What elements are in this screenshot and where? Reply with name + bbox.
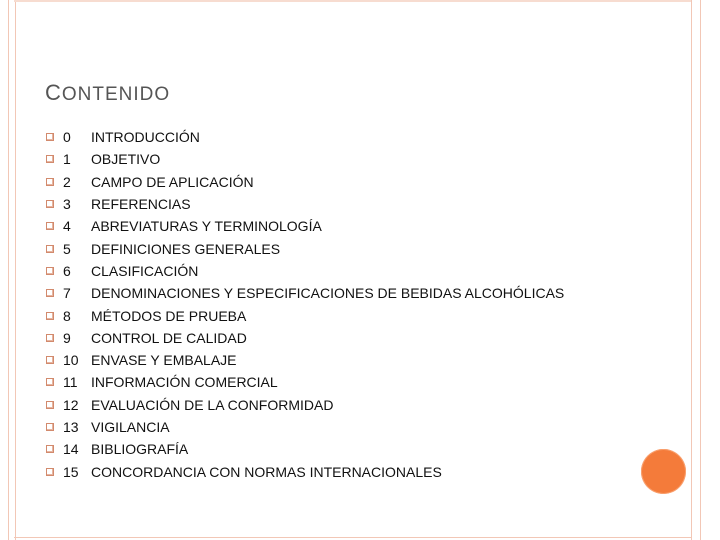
square-bullet-icon <box>46 155 54 163</box>
item-label: CLASIFICACIÓN <box>91 262 199 279</box>
item-label: CONTROL DE CALIDAD <box>91 329 247 346</box>
item-number: 15 <box>63 463 79 480</box>
square-bullet-icon <box>46 334 54 342</box>
square-bullet-icon <box>46 289 54 297</box>
contents-list-item <box>46 282 564 304</box>
item-number: 2 <box>63 173 71 190</box>
item-label: INTRODUCCIÓN <box>91 129 200 146</box>
item-label: DEFINICIONES GENERALES <box>91 240 281 257</box>
contents-list-item <box>46 460 564 482</box>
item-number: 13 <box>63 419 79 435</box>
item-number: 1 <box>63 151 71 168</box>
item-number: 12 <box>63 396 79 413</box>
contents-list-item <box>46 349 564 371</box>
contents-list <box>46 126 564 483</box>
item-number: 3 <box>63 196 71 213</box>
square-bullet-icon <box>46 356 54 364</box>
item-number: 6 <box>63 262 71 279</box>
item-label: DENOMINACIONES Y ESPECIFICACIONES DE BEBIDAS ALCOHÓLICAS <box>91 285 565 302</box>
square-bullet-icon <box>46 468 54 476</box>
item-number: 7 <box>63 285 71 302</box>
item-number: 14 <box>63 441 79 458</box>
item-label: VIGILANCIA <box>91 419 170 435</box>
square-bullet-icon <box>46 423 54 431</box>
square-bullet-icon <box>46 312 54 320</box>
item-label: MÉTODOS DE PRUEBA <box>91 307 247 324</box>
left-frame-border <box>8 0 16 540</box>
orange-circle-decoration <box>641 449 686 494</box>
contents-list-item <box>46 394 564 416</box>
slide-title-initial: C <box>45 80 62 105</box>
square-bullet-icon <box>46 267 54 275</box>
item-number: 10 <box>63 352 79 369</box>
contents-list-item <box>46 126 564 148</box>
square-bullet-icon <box>46 133 54 141</box>
contents-list-item <box>46 148 564 170</box>
contents-list-item <box>46 260 564 282</box>
item-number: 11 <box>63 374 78 391</box>
contents-list-item <box>46 215 564 237</box>
contents-list-item <box>46 327 564 349</box>
square-bullet-icon <box>46 222 54 230</box>
contents-list-item <box>46 193 564 215</box>
square-bullet-icon <box>46 200 54 208</box>
item-label: ABREVIATURAS Y TERMINOLOGÍA <box>91 218 322 235</box>
item-number: 4 <box>63 218 71 235</box>
item-label: CAMPO DE APLICACIÓN <box>91 173 254 190</box>
item-label: OBJETIVO <box>91 151 161 168</box>
square-bullet-icon <box>46 178 54 186</box>
square-bullet-icon <box>46 378 54 386</box>
item-number: 5 <box>63 240 71 257</box>
slide-title <box>45 80 170 106</box>
item-label: INFORMACIÓN COMERCIAL <box>91 374 278 391</box>
square-bullet-icon <box>46 401 54 409</box>
right-frame-border <box>691 0 701 540</box>
contents-list-item <box>46 171 564 193</box>
top-frame-border <box>14 0 691 2</box>
slide-title-rest: ONTENIDO <box>61 84 171 105</box>
contents-list-item <box>46 304 564 326</box>
item-number: 9 <box>63 329 71 346</box>
item-label: BIBLIOGRAFÍA <box>91 441 189 458</box>
contents-list-item <box>46 371 564 393</box>
square-bullet-icon <box>46 245 54 253</box>
item-label: EVALUACIÓN DE LA CONFORMIDAD <box>91 396 334 413</box>
contents-list-item <box>46 438 564 460</box>
item-label: REFERENCIAS <box>91 196 191 213</box>
item-number: 8 <box>63 307 71 324</box>
contents-list-item <box>46 416 564 438</box>
item-label: CONCORDANCIA CON NORMAS INTERNACIONALES <box>91 463 442 480</box>
square-bullet-icon <box>46 445 54 453</box>
bottom-frame-border <box>14 537 691 538</box>
item-label: ENVASE Y EMBALAJE <box>91 352 237 369</box>
item-number: 0 <box>63 129 71 146</box>
contents-list-item <box>46 237 564 259</box>
